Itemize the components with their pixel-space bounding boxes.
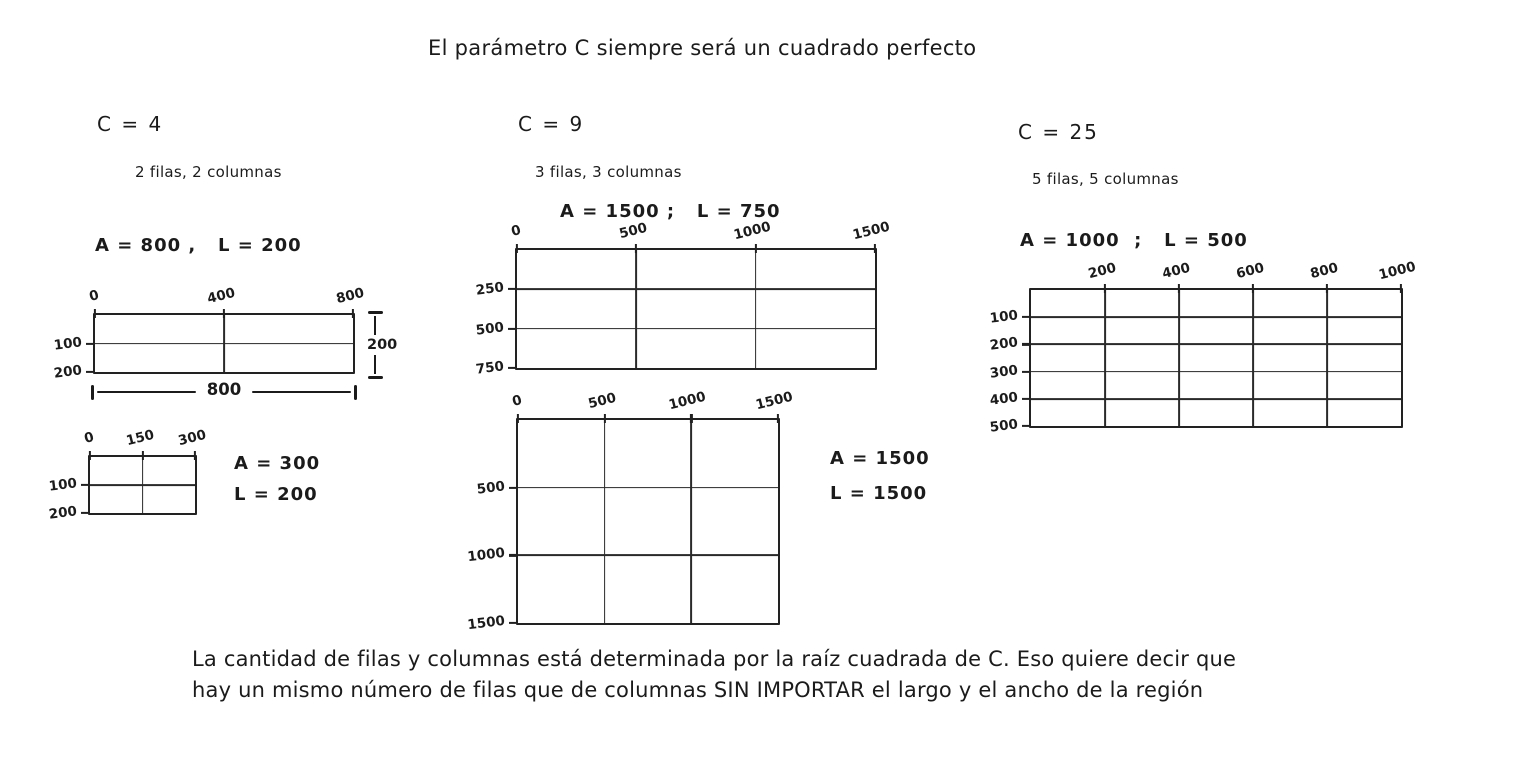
grid-horizontal-line (90, 484, 195, 486)
grid-vertical-line (1104, 290, 1106, 426)
grid-horizontal-line (1031, 343, 1401, 345)
grid-c4-small (47, 426, 208, 523)
grid-c9-bottom-labels (830, 441, 930, 511)
grid-vertical-line (604, 420, 606, 623)
x-tick-mark (94, 309, 96, 318)
section-c9-params: A = 1500 ; L = 750 (560, 201, 781, 222)
x-tick-label: 400 (1160, 259, 1192, 283)
y-tick-mark (509, 622, 518, 624)
grid-vertical-line (690, 420, 692, 623)
x-tick-mark (141, 451, 143, 460)
dimension-cap (91, 385, 94, 400)
grid-vertical-line (755, 250, 757, 368)
grid-horizontal-line (518, 487, 778, 489)
x-tick-mark (89, 451, 91, 460)
section-c9-heading: C = 9 (518, 112, 585, 136)
height-dimension-label: 200 (367, 337, 398, 353)
y-tick-mark (509, 487, 518, 489)
x-tick-mark (1400, 284, 1402, 293)
section-c4-heading: C = 4 (97, 112, 164, 136)
y-tick-label: 200 (47, 503, 78, 523)
y-tick-mark (81, 512, 90, 514)
y-tick-label: 250 (474, 279, 505, 299)
x-tick-label: 1500 (851, 218, 892, 244)
y-tick-label: 1500 (466, 612, 506, 634)
y-tick-label: 500 (475, 477, 506, 498)
grid-c4-width-dimension (91, 381, 357, 403)
y-tick-label: 300 (988, 361, 1019, 382)
section-c25-heading: C = 25 (1018, 120, 1099, 144)
x-tick-mark (223, 309, 225, 318)
length-label: L = 200 (234, 484, 318, 505)
area-label: A = 300 (234, 453, 321, 474)
footer-note (192, 644, 1236, 706)
y-tick-mark (1022, 398, 1031, 400)
x-tick-label: 150 (124, 426, 156, 450)
grid-horizontal-line (95, 343, 353, 345)
section-c25-subheading: 5 filas, 5 columnas (1032, 170, 1179, 188)
y-tick-mark (86, 371, 95, 373)
y-tick-label: 100 (47, 475, 78, 495)
grid-c4-small-labels (234, 448, 320, 510)
dimension-cap (354, 385, 357, 400)
dimension-cap (368, 311, 383, 314)
y-tick-label: 750 (474, 358, 505, 378)
x-tick-label: 600 (1234, 259, 1266, 283)
y-tick-mark (1022, 316, 1031, 318)
grid-horizontal-line (517, 328, 875, 330)
x-tick-label: 0 (509, 222, 523, 240)
grid-vertical-line (1178, 290, 1180, 426)
x-tick-label: 0 (82, 429, 96, 447)
x-tick-mark (635, 244, 637, 253)
grid-c9-bottom (466, 388, 795, 634)
y-tick-label: 200 (988, 334, 1019, 355)
grid-vertical-line (635, 250, 637, 368)
x-tick-label: 500 (617, 219, 649, 243)
x-tick-mark (194, 451, 196, 460)
y-tick-mark (508, 367, 517, 369)
section-c4-params: A = 800 , L = 200 (95, 235, 302, 256)
y-tick-label: 1000 (466, 545, 506, 566)
x-tick-label: 1000 (731, 218, 773, 244)
dimension-cap (368, 376, 383, 379)
x-tick-mark (1104, 284, 1106, 293)
dimension-line (252, 391, 351, 394)
x-tick-mark (603, 414, 605, 423)
x-tick-label: 500 (586, 389, 618, 413)
x-tick-mark (352, 309, 354, 318)
x-tick-mark (517, 414, 519, 423)
y-tick-label: 500 (474, 319, 505, 339)
x-tick-mark (516, 244, 518, 253)
x-tick-label: 300 (176, 426, 208, 450)
y-tick-mark (1022, 343, 1031, 345)
x-tick-label: 400 (205, 284, 237, 308)
grid-vertical-line (1326, 290, 1328, 426)
grid-horizontal-line (1031, 371, 1401, 373)
length-label: L = 1500 (830, 483, 928, 504)
grid-horizontal-line (1031, 398, 1401, 400)
y-tick-mark (508, 328, 517, 330)
y-tick-label: 400 (988, 389, 1019, 409)
dimension-line (374, 316, 377, 335)
x-tick-label: 800 (334, 284, 366, 308)
y-tick-mark (1022, 371, 1031, 373)
y-tick-mark (509, 554, 518, 556)
x-tick-mark (1326, 284, 1328, 293)
y-tick-mark (81, 484, 90, 486)
width-dimension-label: 800 (206, 379, 242, 399)
x-tick-label: 200 (1086, 259, 1118, 283)
grid-horizontal-line (518, 554, 778, 556)
grid-horizontal-line (517, 288, 875, 290)
x-tick-label: 0 (510, 392, 524, 410)
section-c25-params: A = 1000 ; L = 500 (1020, 230, 1248, 251)
x-tick-mark (1178, 284, 1180, 293)
footer-line-1: La cantidad de filas y columnas está determinada por la raíz cuadrada de C. Eso quiere decir que (192, 647, 1237, 671)
y-tick-label: 100 (52, 333, 83, 354)
footer-line-2: hay un mismo número de filas que de columnas SIN IMPORTAR el largo y el ancho de la región (192, 678, 1204, 702)
x-tick-label: 1000 (1377, 258, 1418, 284)
y-tick-mark (86, 342, 95, 344)
section-c4-subheading: 2 filas, 2 columnas (135, 163, 282, 181)
grid-c4-main (52, 284, 366, 382)
grid-c9-top (474, 218, 892, 378)
x-tick-label: 800 (1308, 259, 1340, 283)
x-tick-mark (690, 414, 692, 423)
x-tick-label: 1000 (667, 388, 708, 414)
y-tick-label: 200 (52, 362, 83, 382)
grid-vertical-line (1252, 290, 1254, 426)
x-tick-mark (1252, 284, 1254, 293)
dimension-line (374, 355, 377, 374)
grid-c4-height-dimension (360, 311, 398, 379)
x-tick-mark (777, 414, 779, 423)
x-tick-label: 0 (87, 287, 101, 305)
diagram-title: El parámetro C siempre será un cuadrado perfecto (428, 36, 977, 60)
y-tick-label: 500 (988, 416, 1019, 436)
area-label: A = 1500 (830, 448, 930, 469)
grid-c25-main (988, 258, 1418, 436)
y-tick-mark (1022, 425, 1031, 427)
x-tick-mark (874, 244, 876, 253)
y-tick-mark (508, 288, 517, 290)
x-tick-mark (755, 244, 757, 253)
section-c9-subheading: 3 filas, 3 columnas (535, 163, 682, 181)
grid-horizontal-line (1031, 316, 1401, 318)
y-tick-label: 100 (988, 307, 1019, 327)
x-tick-label: 1500 (754, 388, 795, 414)
dimension-line (97, 391, 196, 394)
